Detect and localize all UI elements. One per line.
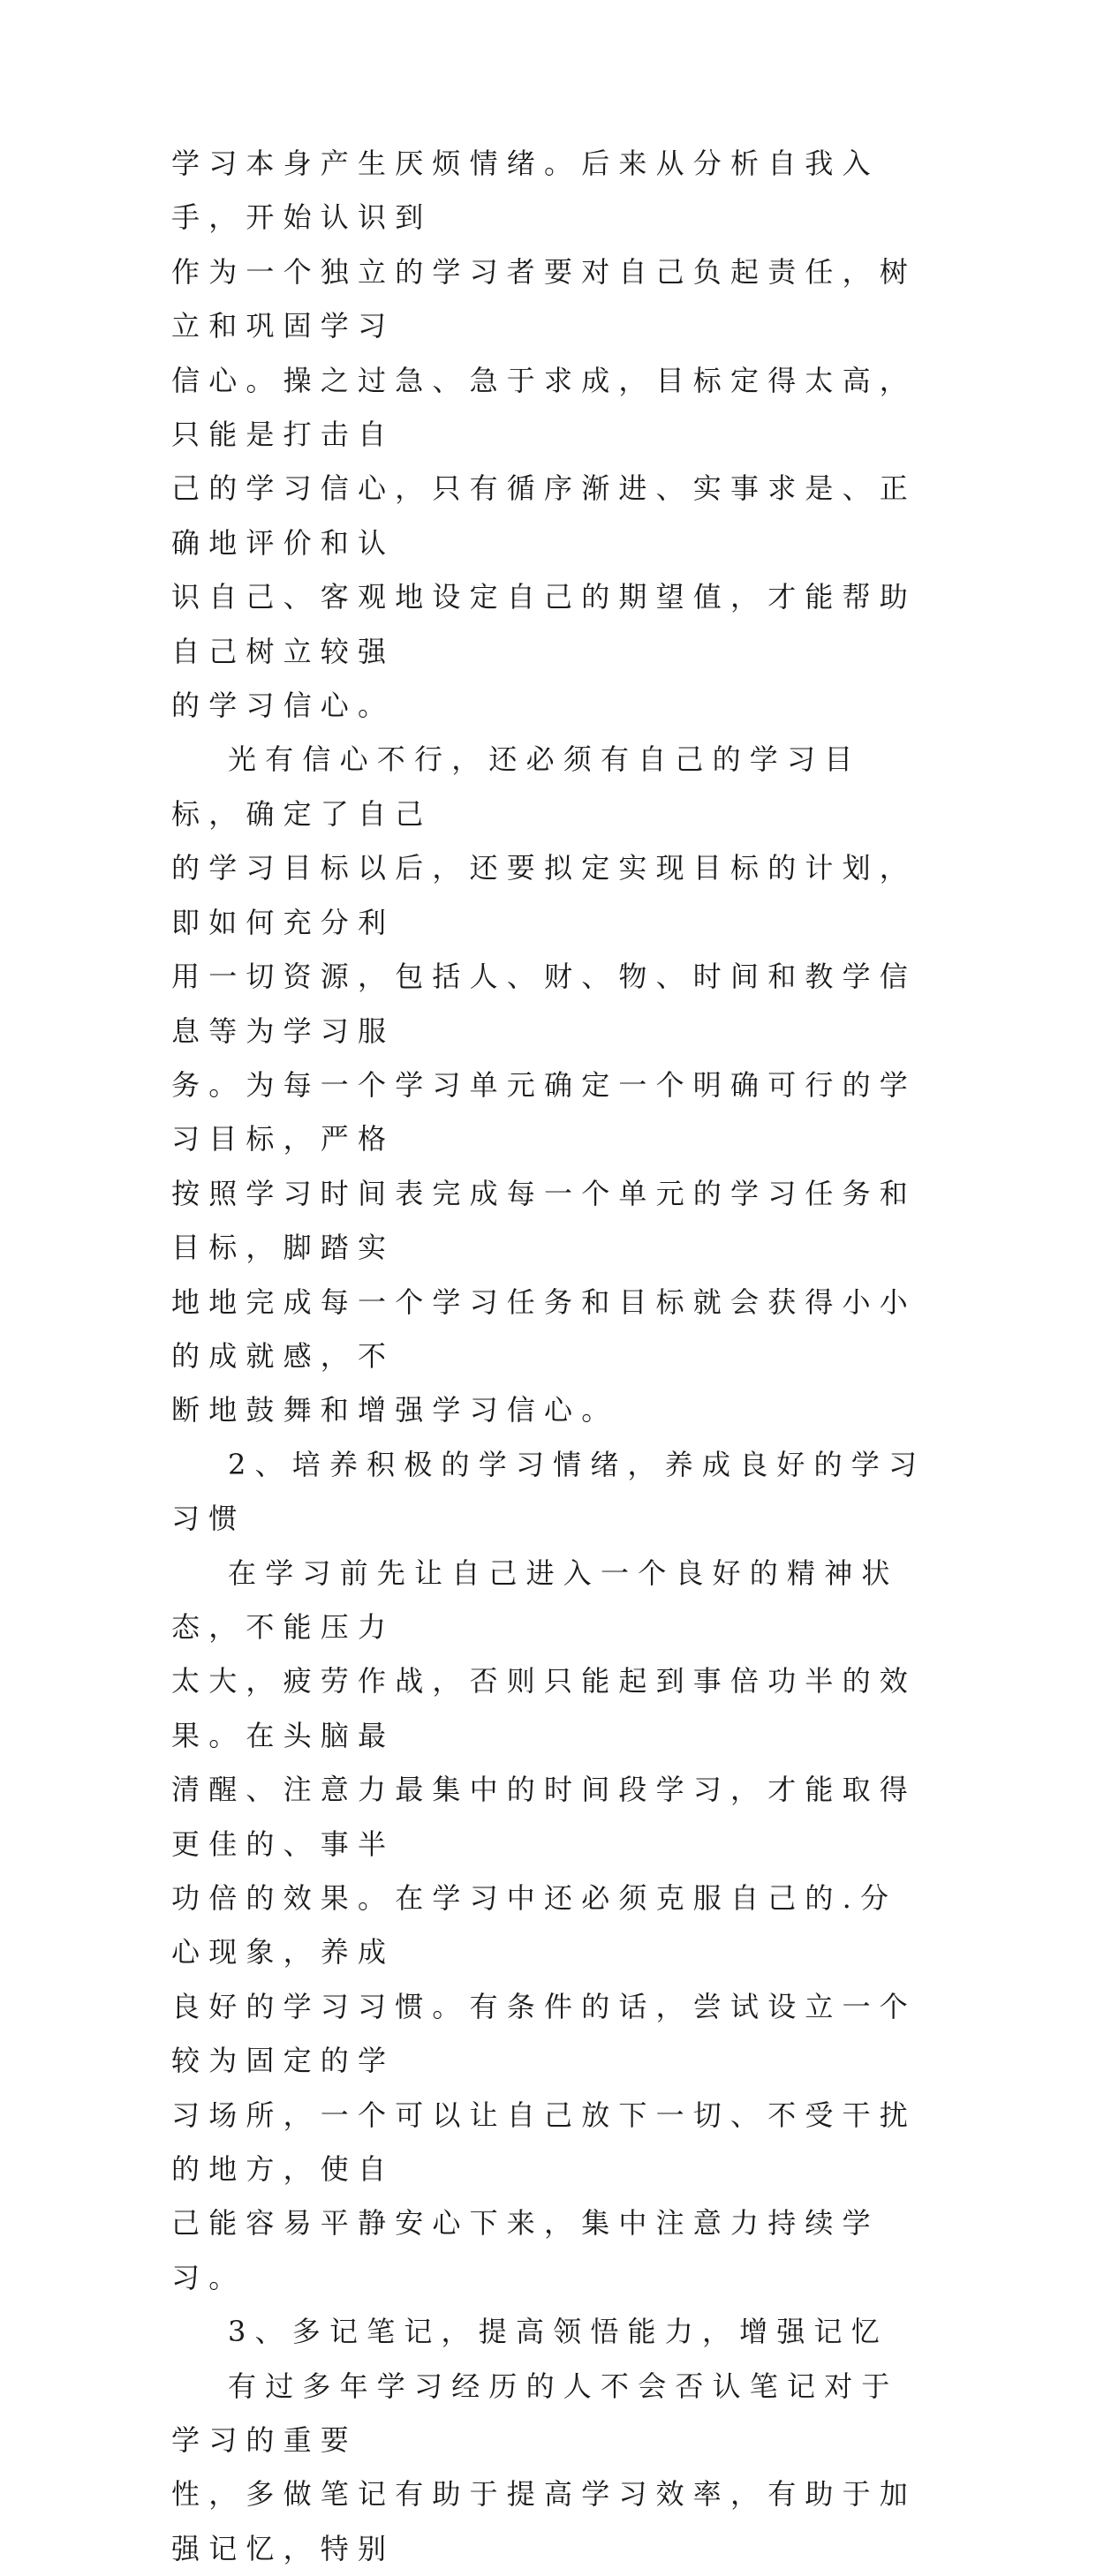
text-line: 2、培养积极的学习情绪，养成良好的学习习惯 — [171, 1447, 926, 1536]
text-line: 断地鼓舞和增强学习信心。 — [171, 1393, 619, 1427]
body-paragraph — [171, 733, 927, 1437]
body-paragraph — [171, 1438, 927, 1547]
body-paragraph — [171, 2305, 927, 2359]
text-line: 作为一个独立的学习者要对自己负起责任，树立和巩固学习 — [171, 254, 918, 343]
text-line: 清醒、注意力最集中的时间段学习，才能取得更佳的、事半 — [171, 1773, 918, 1861]
text-line: 按照学习时间表完成每一个单元的学习任务和目标，脚踏实 — [171, 1176, 918, 1265]
text-line: 良好的学习习惯。有条件的话，尝试设立一个较为固定的学 — [171, 1989, 918, 2078]
body-paragraph — [171, 1547, 927, 2306]
body-paragraph — [171, 2360, 927, 2576]
text-line: 务。为每一个学习单元确定一个明确可行的学习目标，严格 — [171, 1067, 918, 1156]
text-line: 用一切资源，包括人、财、物、时间和教学信息等为学习服 — [171, 960, 918, 1048]
body-paragraph — [171, 137, 927, 733]
text-line: 习场所，一个可以让自己放下一切、不受干扰的地方，使自 — [171, 2098, 918, 2187]
text-line: 学习本身产生厌烦情绪。后来从分析自我入手，开始认识到 — [171, 147, 880, 235]
text-line: 太大，疲劳作战，否则只能起到事倍功半的效果。在头脑最 — [171, 1664, 918, 1752]
text-line: 光有信心不行，还必须有自己的学习目标，确定了自己 — [171, 742, 862, 831]
text-line: 地地完成每一个学习任务和目标就会获得小小的成就感，不 — [171, 1284, 918, 1373]
text-line: 功倍的效果。在学习中还必须克服自己的.分心现象，养成 — [171, 1881, 898, 1970]
text-line: 在学习前先让自己进入一个良好的精神状态，不能压力 — [171, 1555, 899, 1644]
text-line: 有过多年学习经历的人不会否认笔记对于学习的重要 — [171, 2369, 899, 2458]
document-page — [171, 137, 927, 2576]
text-line: 己的学习信心，只有循序渐进、实事求是、正确地评价和认 — [171, 471, 918, 560]
text-line: 识自己、客观地设定自己的期望值，才能帮助自己树立较强 — [171, 580, 918, 668]
text-line: 的学习目标以后，还要拟定实现目标的计划，即如何充分利 — [171, 851, 918, 939]
text-line: 信心。操之过急、急于求成，目标定得太高，只能是打击自 — [171, 363, 918, 452]
text-line: 性，多做笔记有助于提高学习效率，有助于加强记忆，特别 — [171, 2477, 918, 2565]
text-line: 3、多记笔记，提高领悟能力，增强记忆 — [228, 2315, 888, 2349]
text-line: 己能容易平静安心下来，集中注意力持续学习。 — [171, 2206, 880, 2294]
text-line: 的学习信心。 — [171, 689, 396, 723]
